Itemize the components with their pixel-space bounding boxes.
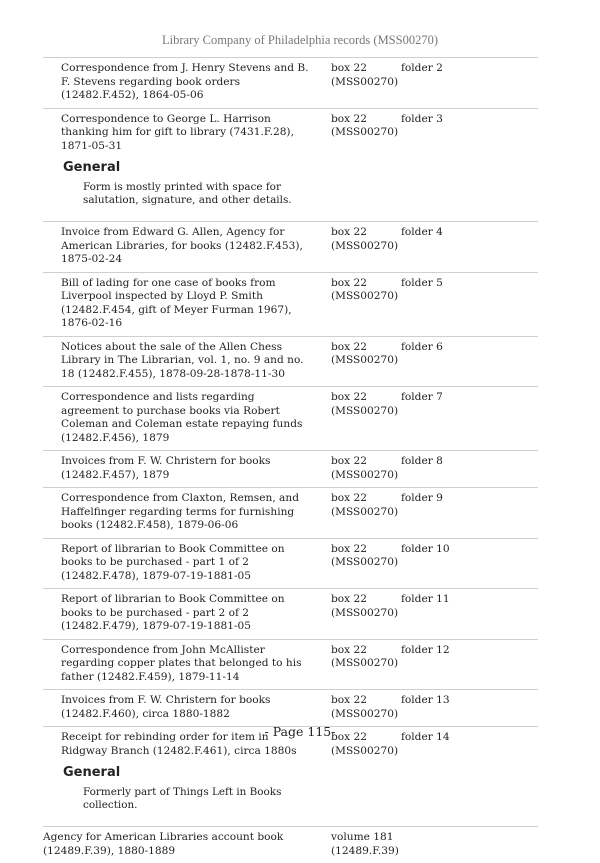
table-row (43, 487, 538, 538)
item-title: Notices about the sale of the Allen Chess Library in The Librarian, vol. 1, no. 9 and no. 18 (12482.F.455), 1878-09-28-1878-11-30 (61, 340, 304, 380)
table-row (43, 57, 538, 108)
item-title: Bill of lading for one case of books from Liverpool inspected by Lloyd P. Smith (12482.F.454, gift of Meyer Furman 1967), 1876-02-16 (61, 276, 292, 329)
item-folder: folder 3 (401, 112, 443, 125)
item-folder: folder 4 (401, 226, 443, 238)
general-note (43, 763, 538, 826)
item-title: Correspondence from J. Henry Stevens and B. F. Stevens regarding book orders (12482.F.452), 1864-05-06 (61, 62, 309, 101)
item-title: Correspondence to George L. Harrison thanking him for gift to library (7431.F.28), 1871-05-31 (61, 112, 294, 152)
item-folder: folder 10 (401, 542, 450, 555)
item-box: box 22 (MSS00270) (331, 340, 399, 366)
item-box: box 22 (MSS00270) (331, 593, 399, 619)
item-box: box 22 (MSS00270) (331, 112, 399, 138)
table-row (43, 689, 538, 726)
general-note (43, 158, 538, 221)
item-folder: folder 13 (401, 694, 450, 706)
item-title: Invoices from F. W. Christern for books (12482.F.457), 1879 (61, 455, 271, 481)
item-title: Agency for American Libraries account book (12489.F.39), 1880-1889 (43, 831, 284, 857)
item-folder: folder 14 (401, 731, 450, 743)
item-box: box 22 (MSS00270) (331, 492, 399, 518)
item-folder: folder 5 (401, 276, 443, 289)
item-folder: folder 9 (401, 492, 443, 504)
item-title: Correspondence from John McAllister regarding copper plates that belonged to his father (12482.F.459), 1879-11-14 (61, 643, 302, 683)
table-row (43, 538, 538, 589)
item-folder: folder 11 (401, 593, 450, 605)
item-box: box 22 (MSS00270) (331, 62, 399, 88)
item-folder: folder 8 (401, 455, 443, 467)
item-title: Correspondence from Claxton, Remsen, and Haffelfinger regarding terms for furnishing books (12482.F.458), 1879-06-06 (61, 492, 299, 531)
item-title: Receipt for rebinding order for item in Ridgway Branch (12482.F.461), circa 1880s (61, 731, 297, 757)
item-folder: folder 2 (401, 62, 443, 74)
page-header: Library Company of Philadelphia records (MSS00270) (162, 33, 438, 47)
table-row (43, 272, 538, 336)
container-list (43, 57, 538, 863)
page-number: - Page 115- (264, 724, 336, 739)
table-row (43, 108, 538, 159)
item-box: box 22 (MSS00270) (331, 731, 399, 757)
item-box: box 22 (MSS00270) (331, 542, 399, 568)
note-text: Formerly part of Things Left in Books collection. (83, 786, 282, 811)
table-row (43, 336, 538, 387)
item-box: box 22 (MSS00270) (331, 694, 399, 720)
item-box: box 22 (MSS00270) (331, 276, 399, 302)
note-heading: General (63, 160, 121, 175)
item-box: box 22 (MSS00270) (331, 643, 399, 669)
item-folder: folder 6 (401, 340, 443, 353)
table-row (43, 450, 538, 487)
table-row (43, 588, 538, 639)
item-title: Report of librarian to Book Committee on books to be purchased - part 2 of 2 (12482.F.479), 1879-07-19-1881-05 (61, 593, 285, 632)
item-title: Invoices from F. W. Christern for books (12482.F.460), circa 1880-1882 (61, 694, 271, 720)
volume-row (43, 826, 538, 863)
item-location: volume 181 (12489.F.39) (331, 831, 399, 857)
item-box: box 22 (MSS00270) (331, 391, 399, 417)
item-box: box 22 (MSS00270) (331, 226, 399, 252)
item-folder: folder 7 (401, 391, 443, 403)
item-title: Correspondence and lists regarding agreement to purchase books via Robert Coleman and Coleman estate repaying funds (12482.F.456), 1879 (61, 391, 303, 444)
item-box: box 22 (MSS00270) (331, 455, 399, 481)
table-row (43, 221, 538, 272)
item-folder: folder 12 (401, 643, 450, 656)
item-title: Invoice from Edward G. Allen, Agency for American Libraries, for books (12482.F.453), 1875-02-24 (61, 226, 303, 265)
item-title: Report of librarian to Book Committee on books to be purchased - part 1 of 2 (12482.F.478), 1879-07-19-1881-05 (61, 542, 285, 582)
table-row (43, 386, 538, 450)
note-heading: General (63, 765, 121, 780)
note-text: Form is mostly printed with space for salutation, signature, and other details. (83, 181, 292, 206)
table-row (43, 639, 538, 690)
